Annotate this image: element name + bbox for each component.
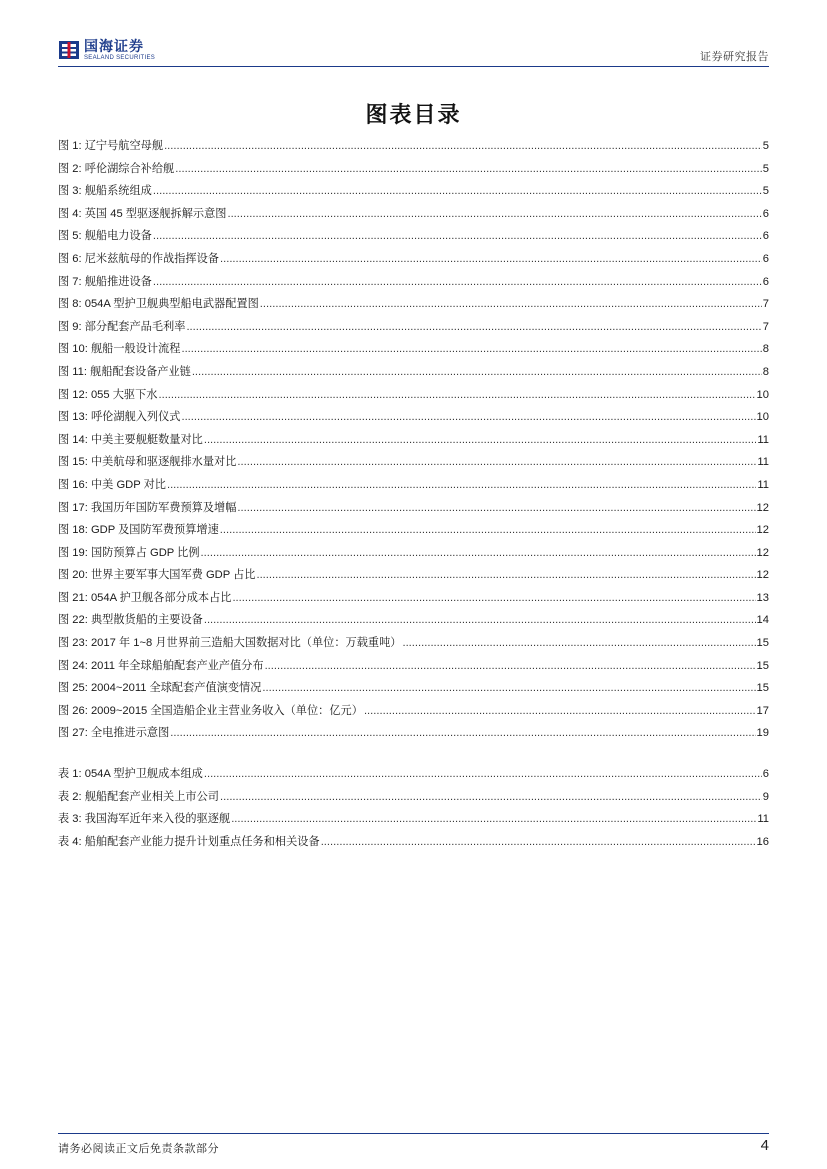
toc-entry-page: 9 bbox=[762, 790, 769, 803]
toc-entry-label: 图 7: 舰船推进设备 bbox=[58, 275, 152, 288]
toc-entry-page: 12 bbox=[756, 546, 769, 559]
dot-leader bbox=[220, 791, 762, 803]
figure-entry[interactable] bbox=[58, 657, 769, 680]
toc-entry-label: 图 14: 中美主要舰艇数量对比 bbox=[58, 433, 203, 446]
toc-entry-page: 11 bbox=[757, 433, 769, 446]
toc-entry-label: 图 27: 全电推进示意图 bbox=[58, 727, 170, 740]
dot-leader bbox=[220, 253, 762, 265]
toc-entry-label: 表 1: 054A 型护卫舰成本组成 bbox=[58, 768, 203, 781]
toc-entry-page: 6 bbox=[762, 207, 769, 220]
figure-entry[interactable] bbox=[58, 634, 769, 657]
disclaimer-notice: 请务必阅读正文后免责条款部分 bbox=[58, 1143, 219, 1155]
dot-leader bbox=[164, 140, 762, 152]
toc-entry-page: 6 bbox=[762, 230, 769, 243]
toc-entry-label: 图 26: 2009~2015 全国造船企业主营业务收入（单位：亿元） bbox=[58, 704, 363, 717]
dot-leader bbox=[204, 768, 762, 780]
toc-entry-page: 12 bbox=[756, 501, 769, 514]
dot-leader bbox=[256, 569, 755, 581]
logo-cn-text: 国海证券 bbox=[84, 37, 144, 54]
table-entry[interactable] bbox=[58, 833, 769, 856]
toc-entry-label: 图 20: 世界主要军事大国军费 GDP 占比 bbox=[58, 569, 256, 582]
figure-entry[interactable] bbox=[58, 611, 769, 634]
toc-entry-page: 5 bbox=[762, 140, 769, 152]
dot-leader bbox=[227, 208, 761, 220]
toc-entry-page: 7 bbox=[762, 298, 769, 311]
toc-entry-label: 图 18: GDP 及国防军费预算增速 bbox=[58, 524, 219, 537]
figure-entry[interactable] bbox=[58, 386, 769, 409]
dot-leader bbox=[204, 434, 757, 446]
toc-entry-page: 5 bbox=[762, 185, 769, 198]
dot-leader bbox=[237, 456, 756, 468]
dot-leader bbox=[231, 813, 756, 825]
report-type-label: 证券研究报告 bbox=[700, 51, 769, 63]
toc-entry-page: 15 bbox=[756, 659, 769, 672]
dot-leader bbox=[265, 660, 756, 672]
table-entry[interactable] bbox=[58, 765, 769, 788]
section-gap bbox=[58, 747, 769, 765]
toc-entry-page: 12 bbox=[756, 524, 769, 537]
toc-entry-page: 10 bbox=[756, 388, 769, 401]
toc-entry-label: 图 8: 054A 型护卫舰典型船电武器配置图 bbox=[58, 298, 259, 311]
toc-entry-page: 6 bbox=[762, 768, 769, 781]
toc-entry-page: 14 bbox=[756, 614, 769, 627]
toc-entry-page: 13 bbox=[756, 591, 769, 604]
logo-en-text: SEALAND SECURITIES bbox=[84, 54, 156, 61]
toc-entry-page: 6 bbox=[762, 275, 769, 288]
figure-entry[interactable] bbox=[58, 431, 769, 454]
figure-entry[interactable] bbox=[58, 453, 769, 476]
toc-entry-page: 6 bbox=[762, 252, 769, 265]
toc-entry-page: 8 bbox=[762, 343, 769, 356]
table-list bbox=[58, 765, 769, 855]
dot-leader bbox=[192, 366, 762, 378]
footer-divider bbox=[58, 1133, 769, 1134]
dot-leader bbox=[232, 592, 755, 604]
table-entry[interactable] bbox=[58, 810, 769, 833]
figure-entry[interactable] bbox=[58, 589, 769, 612]
toc-entry-page: 12 bbox=[756, 569, 769, 582]
dot-leader bbox=[186, 321, 761, 333]
toc-entry-label: 图 19: 国防预算占 GDP 比例 bbox=[58, 546, 200, 559]
toc-entry-page: 11 bbox=[757, 813, 769, 826]
dot-leader bbox=[153, 276, 762, 288]
page-header bbox=[58, 36, 769, 66]
toc-entry-label: 图 11: 舰船配套设备产业链 bbox=[58, 365, 191, 378]
toc-entry-label: 图 23: 2017 年 1~8 月世界前三造船大国数据对比（单位：万载重吨） bbox=[58, 637, 402, 650]
dot-leader bbox=[364, 705, 756, 717]
figure-entry[interactable] bbox=[58, 340, 769, 363]
figure-entry[interactable] bbox=[58, 724, 769, 747]
dot-leader bbox=[201, 547, 756, 559]
toc-entry-label: 表 3: 我国海军近年来入役的驱逐舰 bbox=[58, 813, 231, 826]
toc-entry-page: 11 bbox=[757, 456, 769, 469]
toc-entry-label: 表 4: 船舶配套产业能力提升计划重点任务和相关设备 bbox=[58, 835, 320, 848]
sealand-logo-icon bbox=[58, 39, 80, 61]
dot-leader bbox=[321, 836, 756, 848]
figure-entry[interactable] bbox=[58, 160, 769, 183]
figure-entry[interactable] bbox=[58, 521, 769, 544]
company-logo bbox=[58, 36, 155, 64]
figure-entry[interactable] bbox=[58, 566, 769, 589]
dot-leader bbox=[175, 163, 762, 175]
dot-leader bbox=[220, 524, 756, 536]
toc-entry-page: 8 bbox=[762, 365, 769, 378]
toc-entry-label: 图 15: 中美航母和驱逐舰排水量对比 bbox=[58, 456, 237, 469]
figure-entry[interactable] bbox=[58, 679, 769, 702]
toc-entry-page: 17 bbox=[756, 704, 769, 717]
dot-leader bbox=[181, 343, 761, 355]
toc-entry-label: 图 22: 典型散货船的主要设备 bbox=[58, 614, 203, 627]
figure-entry[interactable] bbox=[58, 182, 769, 205]
toc-entry-page: 19 bbox=[756, 727, 769, 740]
toc-entry-page: 15 bbox=[756, 637, 769, 650]
toc-entry-page: 5 bbox=[762, 162, 769, 175]
page-number: 4 bbox=[760, 1137, 769, 1154]
dot-leader bbox=[260, 298, 762, 310]
figure-entry[interactable] bbox=[58, 137, 769, 160]
page-title: 图表目录 bbox=[365, 103, 462, 128]
toc-entry-label: 表 2: 舰船配套产业相关上市公司 bbox=[58, 790, 219, 803]
toc-entry-label: 图 24: 2011 年全球船舶配套产业产值分布 bbox=[58, 659, 264, 672]
figure-entry[interactable] bbox=[58, 227, 769, 250]
toc-entry-label: 图 10: 舰船一般设计流程 bbox=[58, 343, 181, 356]
toc-entry-page: 10 bbox=[756, 411, 769, 424]
dot-leader bbox=[237, 502, 755, 514]
toc-entry-label: 图 13: 呼伦湖舰入列仪式 bbox=[58, 411, 181, 424]
toc-entry-page: 7 bbox=[762, 320, 769, 333]
figure-entry[interactable] bbox=[58, 702, 769, 725]
toc-entry-page: 16 bbox=[756, 835, 769, 848]
table-of-figures bbox=[58, 137, 769, 855]
toc-entry-label: 图 5: 舰船电力设备 bbox=[58, 230, 152, 243]
dot-leader bbox=[167, 479, 756, 491]
toc-entry-label: 图 4: 英国 45 型驱逐舰拆解示意图 bbox=[58, 207, 227, 220]
dot-leader bbox=[181, 411, 755, 423]
toc-entry-label: 图 3: 舰船系统组成 bbox=[58, 185, 152, 198]
figure-entry[interactable] bbox=[58, 250, 769, 273]
dot-leader bbox=[262, 682, 755, 694]
header-divider bbox=[58, 66, 769, 67]
figure-entry[interactable] bbox=[58, 295, 769, 318]
toc-entry-page: 11 bbox=[757, 478, 769, 491]
toc-entry-label: 图 2: 呼伦湖综合补给舰 bbox=[58, 162, 175, 175]
figure-entry[interactable] bbox=[58, 318, 769, 341]
dot-leader bbox=[204, 614, 756, 626]
toc-entry-page: 15 bbox=[756, 682, 769, 695]
figure-list bbox=[58, 137, 769, 747]
dot-leader bbox=[153, 230, 762, 242]
toc-entry-label: 图 17: 我国历年国防军费预算及增幅 bbox=[58, 501, 237, 514]
dot-leader bbox=[153, 185, 762, 197]
figure-entry[interactable] bbox=[58, 544, 769, 567]
dot-leader bbox=[402, 637, 755, 649]
toc-entry-label: 图 16: 中美 GDP 对比 bbox=[58, 478, 166, 491]
figure-entry[interactable] bbox=[58, 499, 769, 522]
toc-entry-label: 图 9: 部分配套产品毛利率 bbox=[58, 320, 186, 333]
figure-entry[interactable] bbox=[58, 363, 769, 386]
dot-leader bbox=[158, 389, 755, 401]
toc-entry-label: 图 21: 054A 护卫舰各部分成本占比 bbox=[58, 591, 232, 604]
toc-entry-label: 图 12: 055 大驱下水 bbox=[58, 388, 158, 401]
toc-entry-label: 图 25: 2004~2011 全球配套产值演变情况 bbox=[58, 682, 262, 695]
dot-leader bbox=[170, 727, 755, 739]
figure-entry[interactable] bbox=[58, 205, 769, 228]
toc-entry-label: 图 6: 尼米兹航母的作战指挥设备 bbox=[58, 252, 219, 265]
table-entry[interactable] bbox=[58, 788, 769, 811]
figure-entry[interactable] bbox=[58, 408, 769, 431]
figure-entry[interactable] bbox=[58, 273, 769, 296]
toc-entry-label: 图 1: 辽宁号航空母舰 bbox=[58, 140, 164, 152]
figure-entry[interactable] bbox=[58, 476, 769, 499]
